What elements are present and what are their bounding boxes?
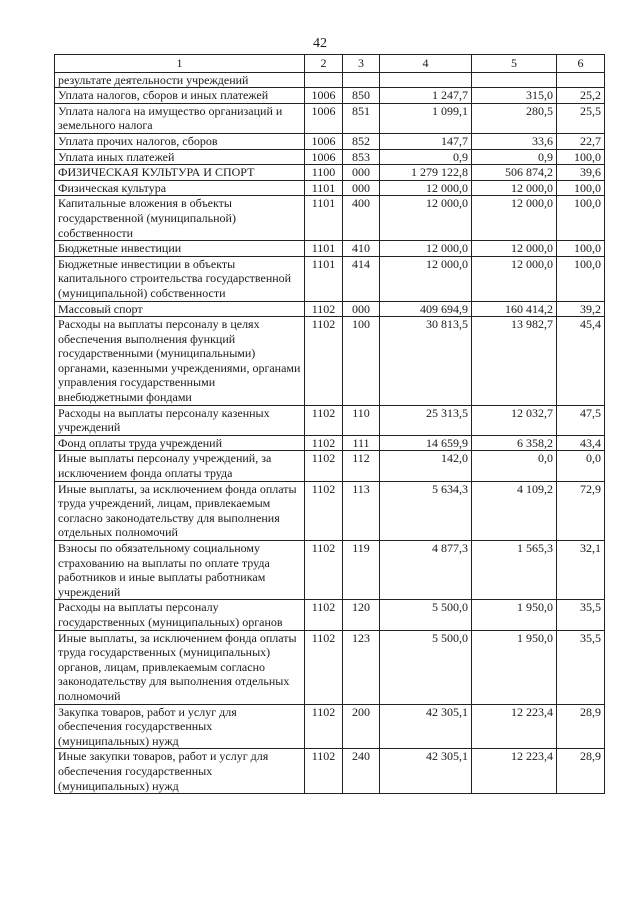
column-header: 6 — [557, 55, 605, 73]
column-header: 4 — [380, 55, 472, 73]
approved-amount-cell: 1 099,1 — [380, 103, 472, 133]
row-name-cell: Уплата иных платежей — [55, 149, 305, 165]
table-row — [55, 149, 605, 165]
column-header: 3 — [343, 55, 380, 73]
section-code-cell: 1101 — [305, 196, 343, 241]
row-name-cell: Массовый спорт — [55, 301, 305, 317]
section-code-cell: 1102 — [305, 600, 343, 630]
percent-cell: 100,0 — [557, 196, 605, 241]
executed-amount-cell: 12 000,0 — [472, 196, 557, 241]
section-code-cell: 1100 — [305, 165, 343, 181]
expense-type-cell: 113 — [343, 481, 380, 540]
section-code-cell: 1102 — [305, 317, 343, 406]
row-name-cell: Расходы на выплаты персоналу в целях обеспечения выполнения функций государственными (муниципальными) органами, казенными учреждениями, органами управления государственными внебюджетными фондами — [55, 317, 305, 406]
executed-amount-cell: 1 950,0 — [472, 630, 557, 704]
executed-amount-cell: 6 358,2 — [472, 435, 557, 451]
section-code-cell: 1102 — [305, 405, 343, 435]
table-row — [55, 180, 605, 196]
approved-amount-cell: 409 694,9 — [380, 301, 472, 317]
table-body — [55, 72, 605, 794]
percent-cell: 47,5 — [557, 405, 605, 435]
row-name-cell: Фонд оплаты труда учреждений — [55, 435, 305, 451]
expense-type-cell: 100 — [343, 317, 380, 406]
approved-amount-cell: 5 500,0 — [380, 600, 472, 630]
executed-amount-cell: 13 982,7 — [472, 317, 557, 406]
executed-amount-cell: 160 414,2 — [472, 301, 557, 317]
approved-amount-cell: 142,0 — [380, 451, 472, 481]
expense-type-cell: 123 — [343, 630, 380, 704]
executed-amount-cell: 1 950,0 — [472, 600, 557, 630]
row-name-cell: Иные выплаты персоналу учреждений, за исключением фонда оплаты труда — [55, 451, 305, 481]
percent-cell: 43,4 — [557, 435, 605, 451]
section-code-cell: 1102 — [305, 749, 343, 794]
executed-amount-cell: 315,0 — [472, 88, 557, 104]
percent-cell: 25,2 — [557, 88, 605, 104]
expense-type-cell — [343, 72, 380, 88]
table-row — [55, 72, 605, 88]
section-code-cell — [305, 72, 343, 88]
table-row — [55, 451, 605, 481]
section-code-cell: 1102 — [305, 481, 343, 540]
row-name-cell: Взносы по обязательному социальному страхованию на выплаты по оплате труда работников и иные выплаты работникам учреждений — [55, 541, 305, 600]
row-name-cell: Физическая культура — [55, 180, 305, 196]
table-row — [55, 481, 605, 540]
percent-cell: 100,0 — [557, 149, 605, 165]
expense-type-cell: 850 — [343, 88, 380, 104]
expense-type-cell: 110 — [343, 405, 380, 435]
executed-amount-cell: 33,6 — [472, 133, 557, 149]
column-header: 2 — [305, 55, 343, 73]
percent-cell: 35,5 — [557, 630, 605, 704]
table-row — [55, 749, 605, 794]
section-code-cell: 1101 — [305, 256, 343, 301]
section-code-cell: 1006 — [305, 88, 343, 104]
table-row — [55, 241, 605, 257]
approved-amount-cell: 42 305,1 — [380, 704, 472, 749]
table-row — [55, 541, 605, 600]
approved-amount-cell: 30 813,5 — [380, 317, 472, 406]
percent-cell: 35,5 — [557, 600, 605, 630]
expense-type-cell: 400 — [343, 196, 380, 241]
executed-amount-cell: 0,9 — [472, 149, 557, 165]
expense-type-cell: 200 — [343, 704, 380, 749]
expense-type-cell: 000 — [343, 165, 380, 181]
percent-cell: 100,0 — [557, 241, 605, 257]
table-row — [55, 88, 605, 104]
percent-cell: 45,4 — [557, 317, 605, 406]
section-code-cell: 1102 — [305, 630, 343, 704]
table-row — [55, 435, 605, 451]
column-header: 5 — [472, 55, 557, 73]
executed-amount-cell: 12 032,7 — [472, 405, 557, 435]
percent-cell: 25,5 — [557, 103, 605, 133]
percent-cell: 28,9 — [557, 704, 605, 749]
row-name-cell: Бюджетные инвестиции — [55, 241, 305, 257]
approved-amount-cell: 147,7 — [380, 133, 472, 149]
section-code-cell: 1102 — [305, 451, 343, 481]
expense-type-cell: 119 — [343, 541, 380, 600]
section-code-cell: 1006 — [305, 103, 343, 133]
table-row — [55, 133, 605, 149]
percent-cell: 39,6 — [557, 165, 605, 181]
executed-amount-cell: 280,5 — [472, 103, 557, 133]
approved-amount-cell — [380, 72, 472, 88]
executed-amount-cell: 12 000,0 — [472, 241, 557, 257]
row-name-cell: Уплата налога на имущество организаций и земельного налога — [55, 103, 305, 133]
approved-amount-cell: 25 313,5 — [380, 405, 472, 435]
approved-amount-cell: 14 659,9 — [380, 435, 472, 451]
table-row — [55, 317, 605, 406]
executed-amount-cell: 12 223,4 — [472, 704, 557, 749]
row-name-cell: Иные выплаты, за исключением фонда оплаты труда учреждений, лицам, привлекаемым согласно законодательству для выполнения отдельных полномочий — [55, 481, 305, 540]
approved-amount-cell: 5 634,3 — [380, 481, 472, 540]
approved-amount-cell: 1 247,7 — [380, 88, 472, 104]
section-code-cell: 1102 — [305, 435, 343, 451]
row-name-cell: Расходы на выплаты персоналу государственных (муниципальных) органов — [55, 600, 305, 630]
row-name-cell: Капитальные вложения в объекты государственной (муниципальной) собственности — [55, 196, 305, 241]
executed-amount-cell: 506 874,2 — [472, 165, 557, 181]
approved-amount-cell: 4 877,3 — [380, 541, 472, 600]
expense-type-cell: 851 — [343, 103, 380, 133]
row-name-cell: Расходы на выплаты персоналу казенных учреждений — [55, 405, 305, 435]
table-row — [55, 103, 605, 133]
approved-amount-cell: 0,9 — [380, 149, 472, 165]
percent-cell: 0,0 — [557, 451, 605, 481]
section-code-cell: 1006 — [305, 133, 343, 149]
percent-cell — [557, 72, 605, 88]
table-row — [55, 405, 605, 435]
expense-type-cell: 240 — [343, 749, 380, 794]
expense-type-cell: 414 — [343, 256, 380, 301]
percent-cell: 100,0 — [557, 256, 605, 301]
section-code-cell: 1102 — [305, 301, 343, 317]
row-name-cell: Иные выплаты, за исключением фонда оплаты труда государственных (муниципальных) органов, лицам, привлекаемым согласно законодательству для выполнения отдельных полномочий — [55, 630, 305, 704]
column-header: 1 — [55, 55, 305, 73]
executed-amount-cell: 12 000,0 — [472, 256, 557, 301]
table-row — [55, 301, 605, 317]
percent-cell: 32,1 — [557, 541, 605, 600]
table-header-row — [55, 55, 605, 73]
expense-type-cell: 852 — [343, 133, 380, 149]
approved-amount-cell: 5 500,0 — [380, 630, 472, 704]
expense-type-cell: 112 — [343, 451, 380, 481]
table-row — [55, 256, 605, 301]
expense-type-cell: 000 — [343, 180, 380, 196]
section-code-cell: 1101 — [305, 241, 343, 257]
approved-amount-cell: 1 279 122,8 — [380, 165, 472, 181]
percent-cell: 28,9 — [557, 749, 605, 794]
row-name-cell: Бюджетные инвестиции в объекты капитального строительства государственной (муниципальной) собственности — [55, 256, 305, 301]
executed-amount-cell: 12 000,0 — [472, 180, 557, 196]
row-name-cell: Уплата прочих налогов, сборов — [55, 133, 305, 149]
approved-amount-cell: 12 000,0 — [380, 241, 472, 257]
row-name-cell: Уплата налогов, сборов и иных платежей — [55, 88, 305, 104]
table-row — [55, 600, 605, 630]
approved-amount-cell: 42 305,1 — [380, 749, 472, 794]
approved-amount-cell: 12 000,0 — [380, 256, 472, 301]
section-code-cell: 1102 — [305, 541, 343, 600]
table-row — [55, 196, 605, 241]
section-code-cell: 1102 — [305, 704, 343, 749]
executed-amount-cell: 0,0 — [472, 451, 557, 481]
expense-type-cell: 120 — [343, 600, 380, 630]
table-row — [55, 704, 605, 749]
approved-amount-cell: 12 000,0 — [380, 196, 472, 241]
expense-type-cell: 111 — [343, 435, 380, 451]
percent-cell: 39,2 — [557, 301, 605, 317]
executed-amount-cell: 4 109,2 — [472, 481, 557, 540]
section-code-cell: 1006 — [305, 149, 343, 165]
percent-cell: 100,0 — [557, 180, 605, 196]
row-name-cell: Закупка товаров, работ и услуг для обеспечения государственных (муниципальных) нужд — [55, 704, 305, 749]
page-number: 42 — [313, 36, 327, 51]
budget-table — [54, 54, 605, 794]
expense-type-cell: 410 — [343, 241, 380, 257]
table-row — [55, 630, 605, 704]
expense-type-cell: 853 — [343, 149, 380, 165]
row-name-cell: результате деятельности учреждений — [55, 72, 305, 88]
executed-amount-cell — [472, 72, 557, 88]
row-name-cell: Иные закупки товаров, работ и услуг для обеспечения государственных (муниципальных) нужд — [55, 749, 305, 794]
section-code-cell: 1101 — [305, 180, 343, 196]
table-row — [55, 165, 605, 181]
approved-amount-cell: 12 000,0 — [380, 180, 472, 196]
percent-cell: 22,7 — [557, 133, 605, 149]
row-name-cell: ФИЗИЧЕСКАЯ КУЛЬТУРА И СПОРТ — [55, 165, 305, 181]
expense-type-cell: 000 — [343, 301, 380, 317]
executed-amount-cell: 1 565,3 — [472, 541, 557, 600]
percent-cell: 72,9 — [557, 481, 605, 540]
executed-amount-cell: 12 223,4 — [472, 749, 557, 794]
